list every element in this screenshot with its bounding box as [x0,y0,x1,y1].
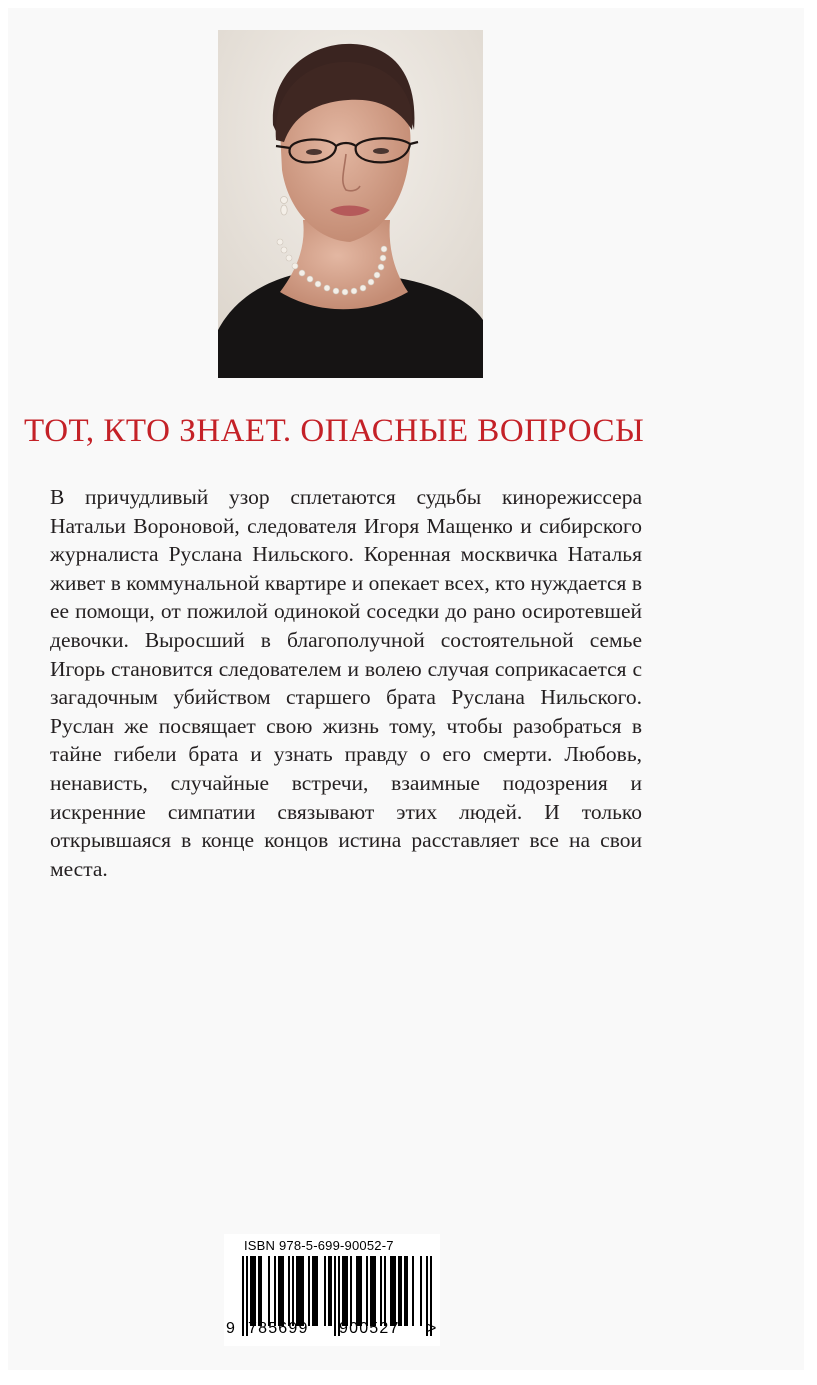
barcode-bar [258,1256,262,1326]
barcode-bar [398,1256,402,1326]
author-photo [218,30,483,378]
barcode-bar [312,1256,318,1326]
barcode-guard-bar [334,1256,336,1336]
barcode-bar [288,1256,290,1326]
isbn-barcode [224,1234,440,1346]
barcode-guard-bar [242,1256,244,1336]
barcode-bar [268,1256,270,1326]
barcode-bar [324,1256,326,1326]
barcode-quiet-zone-mark: > [427,1320,437,1337]
barcode-bar [356,1256,362,1326]
barcode-bar [308,1256,310,1326]
barcode-bar [370,1256,376,1326]
barcode-bar [296,1256,304,1326]
back-cover [8,8,804,1370]
barcode-bar [390,1256,396,1326]
barcode-bar [328,1256,332,1326]
barcode-bar [412,1256,414,1326]
barcode-bar [380,1256,382,1326]
isbn-label: ISBN 978-5-699-90052-7 [244,1238,394,1253]
barcode-bar [250,1256,256,1326]
barcode-bar [420,1256,422,1326]
barcode-bar [366,1256,368,1326]
barcode-first-digit: 9 [226,1320,235,1337]
book-title: ТОТ, КТО ЗНАЕТ. ОПАСНЫЕ ВОПРОСЫ [24,413,645,449]
barcode-bar [292,1256,294,1326]
book-annotation: В причудливый узор сплетаются судьбы кинорежиссера Натальи Вороновой, следователя Игоря Мащенко и сибирского журналиста Руслана Нильского. Коренная москвичка Наталья живет в коммунальной квартире и опекает всех, кто нуждается в ее помощи, от пожилой одинокой соседки до рано осиротевшей девочки. Выросший в благополучной состоятельной семье Игорь становится следователем и волею случая соприкасается с загадочным убийством старшего брата Руслана Нильского. Руслан же посвящает свою жизнь тому, чтобы разобраться в тайне гибели брата и узнать правду о его смерти. Любовь, ненависть, случайные встречи, взаимные подозрения и искренние симпатии связывают этих людей. И только открывшаяся в конце концов истина расставляет все на свои места. [50,485,642,881]
barcode-right-group: 900527 [339,1320,400,1337]
barcode-bar [274,1256,276,1326]
barcode-bar [404,1256,408,1326]
barcode-bar [342,1256,348,1326]
barcode-left-group: 785699 [248,1320,309,1337]
barcode-bar [278,1256,284,1326]
barcode-bar [350,1256,352,1326]
barcode-bar [384,1256,386,1326]
